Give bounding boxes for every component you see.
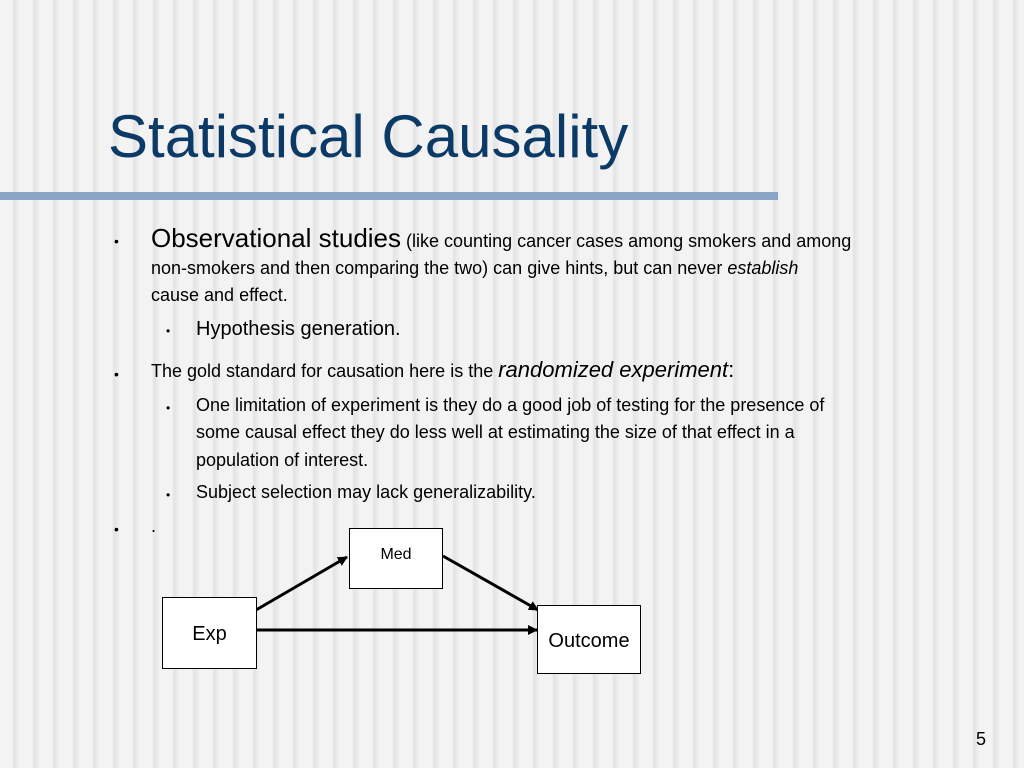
arrow-exp-to-med [256,557,347,610]
bullet-dot: • [114,233,119,249]
bullet-dot: • [114,366,119,382]
bullet-dot: • [114,521,119,537]
sub-bullet-hypothesis: Hypothesis generation. [196,318,401,340]
med-box [349,528,443,589]
sub-bullet-selection: Subject selection may lack generalizability. [196,482,536,502]
bullet-period: . [151,516,157,536]
limitation-line1: One limitation of experiment is they do a good job of testing for the presence of [196,395,825,415]
observational-lead: Observational studies [151,223,402,253]
gold-standard-lead: The gold standard for causation here is the [151,361,499,381]
arrow-med-to-outcome [443,556,538,610]
slide-title: Statistical Causality [108,103,629,170]
exp-box [162,597,257,669]
med-label: Med [380,546,412,563]
page-number: 5 [976,729,987,749]
limitation-line3: population of interest. [196,450,369,470]
outcome-box [537,605,641,674]
gold-standard-colon: : [728,357,735,382]
sub-bullet-dot: • [166,324,171,338]
sub-bullet-dot: • [166,488,171,502]
observational-line2-text: non-smokers and then comparing the two) can give hints, but can never [151,258,728,278]
observational-rest: (like counting cancer cases among smokers and among [401,231,852,251]
limitation-line2: some causal effect they do less well at estimating the size of that effect in a [196,422,795,442]
sub-bullet-dot: • [166,401,171,415]
outcome-label: Outcome [548,630,630,652]
randomized-experiment-emphasis: randomized experiment [498,357,729,382]
observational-line3: cause and effect. [151,285,288,305]
establish-emphasis: establish [727,258,799,278]
exp-label: Exp [192,623,227,645]
